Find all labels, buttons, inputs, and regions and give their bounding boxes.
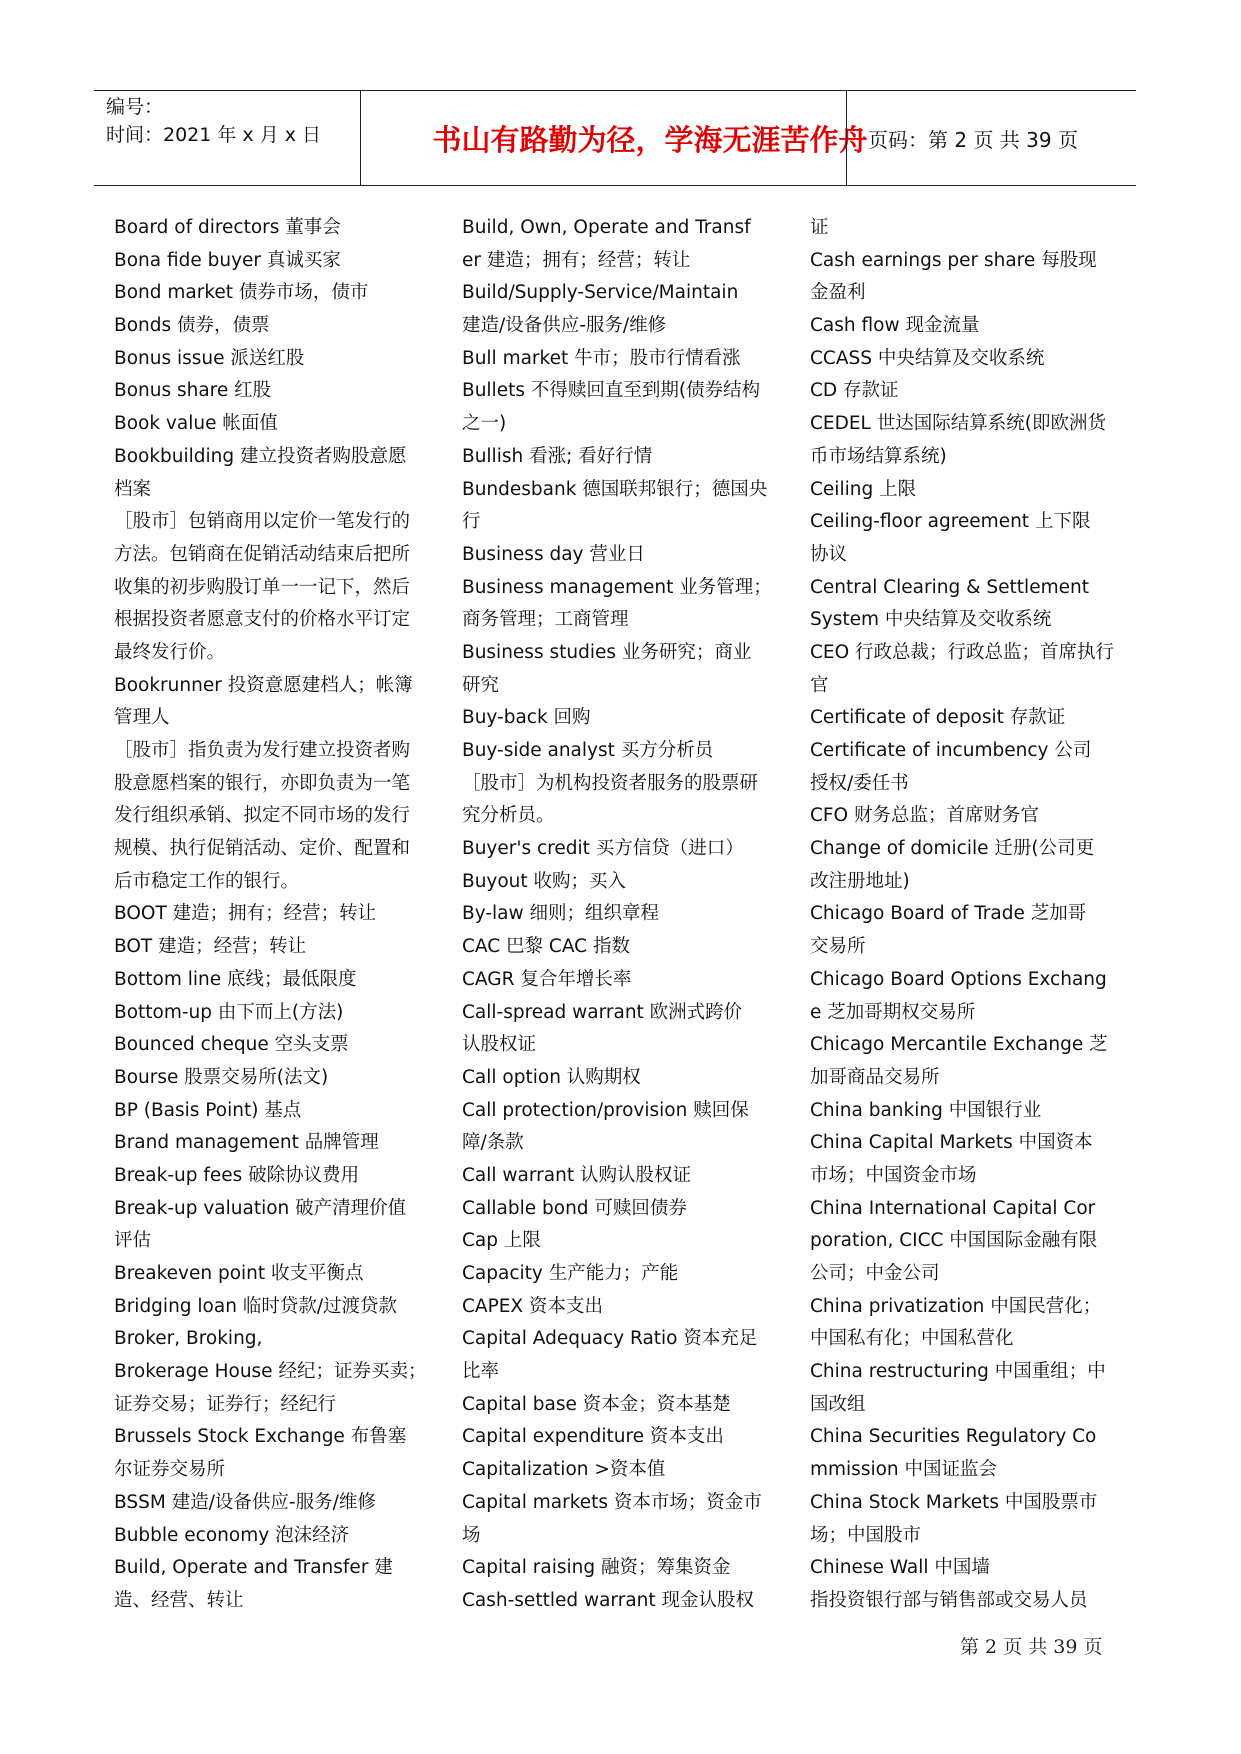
glossary-line: Call protection/provision 赎回保: [462, 1099, 749, 1121]
glossary-line: CAGR 复合年增长率: [462, 968, 632, 990]
glossary-line: By-law 细则；组织章程: [462, 903, 659, 925]
glossary-line: Board of directors 董事会: [114, 217, 341, 238]
glossary-line: China banking 中国银行业: [810, 1099, 1042, 1121]
glossary-line: CAPEX 资本支出: [462, 1295, 603, 1317]
glossary-line: BSSM 建造/设备供应-服务/维修: [114, 1491, 376, 1513]
glossary-line: Bonds 债券，债票: [114, 315, 270, 337]
glossary-line: Chicago Mercantile Exchange 芝: [810, 1034, 1108, 1056]
glossary-line: 证: [810, 217, 829, 238]
glossary-line: 之一): [462, 413, 507, 435]
glossary-line: 市场；中国资金市场: [810, 1164, 977, 1186]
glossary-line: Build, Operate and Transfer 建: [114, 1557, 393, 1579]
glossary-line: 认股权证: [462, 1034, 537, 1056]
glossary-line: 官: [810, 674, 829, 696]
glossary-line: e 芝加哥期权交易所: [810, 1001, 976, 1023]
glossary-line: Bullish 看涨; 看好行情: [462, 445, 653, 467]
glossary-line: BOOT 建造；拥有；经营；转让: [114, 903, 377, 925]
glossary-line: Capital expenditure 资本支出: [462, 1426, 724, 1448]
glossary-line: Brand management 品牌管理: [114, 1132, 379, 1154]
glossary-line: 后市稳定工作的银行。: [114, 870, 300, 892]
glossary-line: China Stock Markets 中国股票市: [810, 1491, 1098, 1513]
glossary-line: China privatization 中国民营化；: [810, 1295, 1102, 1317]
glossary-line: Bond market 债券市场，债市: [114, 282, 369, 304]
glossary-line: China restructuring 中国重组；中: [810, 1361, 1106, 1383]
glossary-line: CAC 巴黎 CAC 指数: [462, 936, 630, 958]
glossary-line: Business day 营业日: [462, 543, 645, 565]
page-header: [94, 90, 1136, 186]
glossary-line: 究分析员。: [462, 805, 555, 827]
glossary-line: 造、经营、转让: [114, 1589, 244, 1611]
glossary-line: Capital base 资本金；资本基楚: [462, 1393, 731, 1415]
glossary-line: BOT 建造；经营；转让: [114, 936, 307, 958]
glossary-line: Business studies 业务研究；商业: [462, 641, 752, 663]
glossary-line: Change of domicile 迁册(公司更: [810, 838, 1095, 860]
glossary-line: CEO 行政总裁；行政总监；首席执行: [810, 641, 1115, 663]
glossary-line: Ceiling-floor agreement 上下限: [810, 511, 1091, 533]
glossary-line: Bull market 牛市；股市行情看涨: [462, 347, 741, 369]
glossary-line: 币市场结算系统): [810, 445, 947, 467]
glossary-line: Bridging loan 临时贷款/过渡贷款: [114, 1295, 398, 1317]
glossary-line: Cash flow 现金流量: [810, 315, 980, 337]
glossary-line: Broker, Broking,: [114, 1328, 263, 1350]
glossary-line: Bottom line 底线；最低限度: [114, 968, 357, 990]
glossary-line: Bundesbank 德国联邦银行；德国央: [462, 478, 768, 500]
glossary-line: CFO 财务总监；首席财务官: [810, 805, 1040, 827]
glossary-line: 尔证券交易所: [114, 1459, 226, 1481]
glossary-line: 指投资银行部与销售部或交易人员: [810, 1589, 1088, 1611]
glossary-line: 评估: [114, 1230, 152, 1252]
glossary-column-1: [114, 212, 432, 1618]
glossary-line: Certificate of incumbency 公司: [810, 740, 1092, 761]
glossary-line: Brokerage House 经纪；证券买卖；: [114, 1361, 427, 1383]
glossary-line: Chicago Board of Trade 芝加哥: [810, 903, 1087, 925]
glossary-column-2: [462, 212, 780, 1618]
glossary-line: 改注册地址): [810, 870, 910, 892]
glossary-line: Capital Adequacy Ratio 资本充足: [462, 1328, 758, 1350]
glossary-line: Bonus issue 派送红股: [114, 347, 305, 369]
glossary-line: Call-spread warrant 欧洲式跨价: [462, 1001, 743, 1023]
glossary-line: Cash earnings per share 每股现: [810, 249, 1097, 271]
glossary-line: Chinese Wall 中国墙: [810, 1557, 990, 1579]
glossary-line: Capital raising 融资；筹集资金: [462, 1557, 731, 1579]
glossary-line: Bounced cheque 空头支票: [114, 1034, 349, 1056]
glossary-line: 金盈利: [810, 282, 866, 304]
number-label: 编号：: [106, 96, 164, 118]
header-motto: 书山有路勤为径，学海无涯苦作舟: [432, 122, 868, 157]
glossary-line: 发行组织承销、拟定不同市场的发行: [114, 805, 411, 827]
glossary-line: 场: [462, 1524, 481, 1546]
glossary-line: Call warrant 认购认股权证: [462, 1164, 691, 1186]
glossary-line: China Capital Markets 中国资本: [810, 1132, 1093, 1154]
glossary-line: 商务管理；工商管理: [462, 609, 629, 631]
glossary-line: Build, Own, Operate and Transf: [462, 217, 751, 238]
glossary-line: 证券交易；证券行；经纪行: [114, 1393, 337, 1415]
glossary-line: Certificate of deposit 存款证: [810, 707, 1066, 729]
glossary-line: Chicago Board Options Exchang: [810, 968, 1107, 990]
glossary-line: Capacity 生产能力；产能: [462, 1263, 679, 1284]
glossary-line: 场；中国股市: [810, 1524, 922, 1546]
glossary-line: Buyer's credit 买方信贷（进口）: [462, 838, 744, 860]
glossary-line: Bookrunner 投资意愿建档人；帐簿: [114, 674, 413, 696]
page-footer: 第 2 页 共 39 页: [960, 1636, 1103, 1658]
glossary-line: System 中央结算及交收系统: [810, 609, 1052, 631]
glossary-line: Bookbuilding 建立投资者购股意愿: [114, 445, 407, 467]
header-page-info: 页码：第 2 页 共 39 页: [868, 127, 1078, 152]
glossary-line: 管理人: [114, 707, 170, 729]
glossary-line: er 建造；拥有；经营；转让: [462, 249, 691, 271]
glossary-line: mmission 中国证监会: [810, 1459, 998, 1481]
glossary-line: Bottom-up 由下而上(方法): [114, 1001, 344, 1023]
glossary-line: Breakeven point 收支平衡点: [114, 1263, 364, 1284]
glossary-line: 加哥商品交易所: [810, 1066, 940, 1088]
glossary-line: Central Clearing & Settlement: [810, 576, 1089, 598]
glossary-line: Bullets 不得赎回直至到期(债券结构: [462, 380, 761, 402]
glossary-line: 研究: [462, 674, 500, 696]
glossary-line: ［股市］为机构投资者服务的股票研: [462, 772, 759, 794]
glossary-line: 公司；中金公司: [810, 1263, 940, 1284]
glossary-line: 股意愿档案的银行，亦即负责为一笔: [114, 772, 411, 794]
glossary-line: Book value 帐面值: [114, 413, 278, 435]
glossary-line: 协议: [810, 543, 848, 565]
glossary-line: Bourse 股票交易所(法文): [114, 1066, 329, 1088]
glossary-line: 授权/委任书: [810, 772, 909, 794]
glossary-line: Bonus share 红股: [114, 380, 272, 402]
glossary-line: 方法。包销商在促销活动结束后把所: [114, 543, 411, 565]
glossary-line: Call option 认购期权: [462, 1066, 641, 1088]
glossary-line: 障/条款: [462, 1132, 524, 1154]
glossary-line: 国改组: [810, 1393, 866, 1415]
glossary-line: CCASS 中央结算及交收系统: [810, 347, 1045, 369]
glossary-line: Capitalization >资本值: [462, 1459, 666, 1481]
glossary-line: 建造/设备供应-服务/维修: [462, 315, 667, 337]
glossary-line: 最终发行价。: [114, 641, 226, 663]
glossary-line: poration, CICC 中国国际金融有限: [810, 1230, 1098, 1252]
glossary-line: Capital markets 资本市场；资金市: [462, 1491, 762, 1513]
glossary-line: ［股市］包销商用以定价一笔发行的: [114, 511, 411, 533]
glossary-line: 交易所: [810, 936, 866, 958]
glossary-column-3: [810, 212, 1128, 1618]
glossary-line: Bubble economy 泡沫经济: [114, 1524, 350, 1546]
glossary-line: BP (Basis Point) 基点: [114, 1099, 302, 1121]
glossary-line: Ceiling 上限: [810, 478, 917, 500]
glossary-line: Bona fide buyer 真诚买家: [114, 249, 341, 271]
glossary-line: 根据投资者愿意支付的价格水平订定: [114, 609, 411, 631]
glossary-line: Break-up valuation 破产清理价值: [114, 1197, 407, 1219]
glossary-line: China Securities Regulatory Co: [810, 1426, 1097, 1448]
glossary-line: 比率: [462, 1361, 500, 1383]
glossary-line: 行: [462, 511, 481, 533]
glossary-line: Build/Supply-Service/Maintain: [462, 282, 739, 304]
glossary-line: 档案: [114, 478, 152, 500]
glossary-line: Buyout 收购；买入: [462, 870, 627, 892]
glossary-line: CD 存款证: [810, 380, 899, 402]
glossary-line: 规模、执行促销活动、定价、配置和: [114, 838, 411, 860]
glossary-line: Brussels Stock Exchange 布鲁塞: [114, 1426, 407, 1448]
glossary-line: Break-up fees 破除协议费用: [114, 1164, 360, 1186]
glossary-line: Cap 上限: [462, 1230, 541, 1252]
glossary-line: ［股市］指负责为发行建立投资者购: [114, 740, 411, 761]
glossary-line: Cash-settled warrant 现金认股权: [462, 1589, 755, 1611]
glossary-line: Buy-back 回购: [462, 707, 591, 729]
glossary-line: CEDEL 世达国际结算系统(即欧洲货: [810, 413, 1106, 435]
header-divider-right: [846, 91, 847, 185]
glossary-line: 中国私有化；中国私营化: [810, 1328, 1014, 1350]
time-label: 时间：2021 年 x 月 x 日: [106, 124, 322, 146]
glossary-line: Buy-side analyst 买方分析员: [462, 740, 714, 761]
glossary-line: 收集的初步购股订单一一记下，然后: [114, 576, 411, 598]
glossary-line: Business management 业务管理；: [462, 576, 772, 598]
glossary-line: China International Capital Cor: [810, 1197, 1096, 1219]
glossary-line: Callable bond 可赎回债券: [462, 1197, 687, 1219]
